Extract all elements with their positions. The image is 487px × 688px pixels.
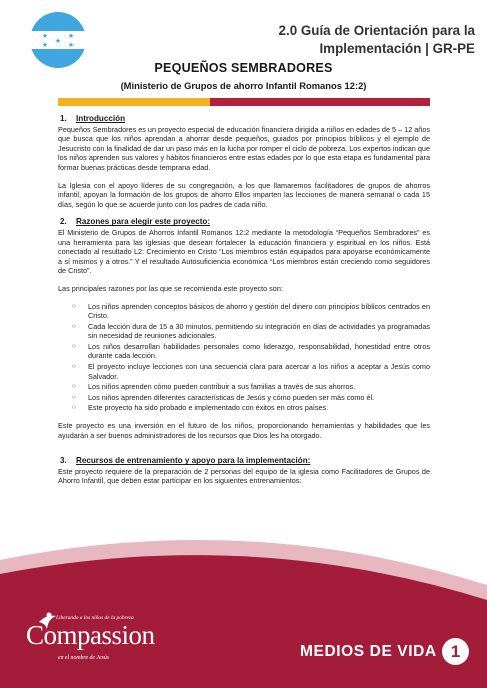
bullet-icon: ○ bbox=[72, 363, 76, 371]
paragraph: Este proyecto requiere de la preparación de 2 personas del equipo de la iglesia como Facilitadores de Grupos de Ahorro Infantil, que deben estar participar en los siguientes entrenamientos: bbox=[58, 466, 430, 486]
section-heading: 3. Recursos de entrenamiento y apoyo para la implementación: bbox=[60, 456, 311, 466]
document-title: PEQUEÑOS SEMBRADORES bbox=[154, 61, 333, 75]
bullet-icon: ○ bbox=[72, 404, 76, 412]
paragraph: Las principales razones por las que se recomienda este proyecto son: bbox=[58, 283, 283, 293]
bullet-icon: ○ bbox=[72, 383, 76, 391]
flag-icon bbox=[30, 12, 86, 68]
guide-title: 2.0 Guía de Orientación para la Implementación | GR-PE bbox=[278, 23, 475, 56]
list-item: ○ Los niños desarrollan habilidades personales como liderazgo, responsabilidad, honestidad entre otros durante cada lección. bbox=[72, 341, 430, 361]
svg-text:★: ★ bbox=[67, 33, 75, 40]
list-item: ○ Los niños aprenden cómo pueden contribuir a sus familias a través de sus ahorros. bbox=[72, 382, 356, 392]
footer-band bbox=[0, 540, 487, 688]
svg-text:★: ★ bbox=[54, 38, 62, 45]
footer-label: MEDIOS DE VIDA bbox=[300, 643, 437, 660]
honduras-flag bbox=[30, 12, 86, 68]
paragraph: Este proyecto es una inversión en el futuro de los niños, proporcionando herramientas y habilidades que les ayudarán a ser buenos administradores de los recursos que Dios les ha otorgado. bbox=[58, 421, 430, 440]
paragraph: Pequeños Sembradores es un proyecto especial de educación financiera dirigida a niños en edades de 5 – 12 años que busca que los niños aprendan a ahorrar desde pequeños, guiados por principios bíblicos y el ejemplo de Jesucristo con la finalidad de dar un paso más en la lucha por romper el ciclo de pobreza. Los expertos indican que los niños aprenden sus valores y hábitos financieros entre estas edades por lo que esta etapa es fundamental para formar buenas prácticas desde temprana edad. bbox=[58, 124, 430, 172]
bullet-icon: ○ bbox=[72, 322, 76, 330]
svg-text:★: ★ bbox=[41, 33, 49, 40]
logo-tagline: Liberando a los niños de la pobreza bbox=[56, 615, 134, 621]
compassion-logo: Compassion bbox=[26, 620, 155, 650]
bullet-icon: ○ bbox=[72, 302, 76, 310]
section-heading: 1. Introducción bbox=[60, 114, 126, 123]
document-subtitle: (Ministerio de Grupos de ahorro Infantil Romanos 12:2) bbox=[120, 80, 367, 91]
list-item: ○ Los niños aprenden diferentes características de Jesús y cómo pueden ser más como él. bbox=[72, 392, 375, 402]
document-body bbox=[58, 114, 430, 494]
accent-bar-yellow bbox=[58, 98, 210, 106]
bullet-icon: ○ bbox=[72, 393, 76, 401]
list-item: ○ Cada lección dura de 15 a 30 minutos, permitiendo su integración en días de actividades ya programadas sin necesidad de reuniones adicionales. bbox=[72, 321, 430, 341]
list-item: ○ Este proyecto ha sido probado e implementado con éxitos en otros países. bbox=[72, 403, 329, 413]
paragraph: El Ministerio de Grupos de Ahorros Infantil Romanos 12:2 mediante la metodología “Pequeños Sembradores” es una herramienta para las iglesias que desean fortalecer la educación financiera y espiritual en los niños. Está conectado al resultado L2: Crecimiento en Cristo “Los miembros están equipados para apoyarse económicamente a sí mismos y a otros.” Y el resultado Autosuficiencia económica “Los miembros están creciendo como seguidores de Cristo”. bbox=[58, 227, 430, 276]
svg-text:★: ★ bbox=[67, 42, 75, 49]
svg-text:★: ★ bbox=[41, 42, 49, 49]
section-heading: 2. Razones para elegir este proyecto: bbox=[60, 217, 211, 227]
reasons-list bbox=[58, 302, 430, 414]
bullet-icon: ○ bbox=[72, 342, 76, 350]
paragraph: La Iglesia con el apoyo líderes de su congregación, a los que llamaremos facilitadores de grupos de ahorros infantil, apoyan la formación de los grupos de ahorro Ellos imparten las lecciones de manera semanal o cada 15 días, según lo que se acuerde junto con los padres de cada niño. bbox=[58, 180, 430, 209]
list-item: ○ Los niños aprenden conceptos básicos de ahorro y gestión del dinero con principios bíblicos centrados en Cristo. bbox=[72, 301, 430, 321]
page-number: 1 bbox=[442, 638, 469, 665]
accent-bar-red bbox=[210, 98, 430, 106]
logo-subtitle: en el nombre de Jesús bbox=[58, 655, 109, 661]
list-item: ○ El proyecto incluye lecciones con una secuencia clara para acercar a los niños a aceptar a Jesús como Salvador. bbox=[72, 362, 430, 381]
